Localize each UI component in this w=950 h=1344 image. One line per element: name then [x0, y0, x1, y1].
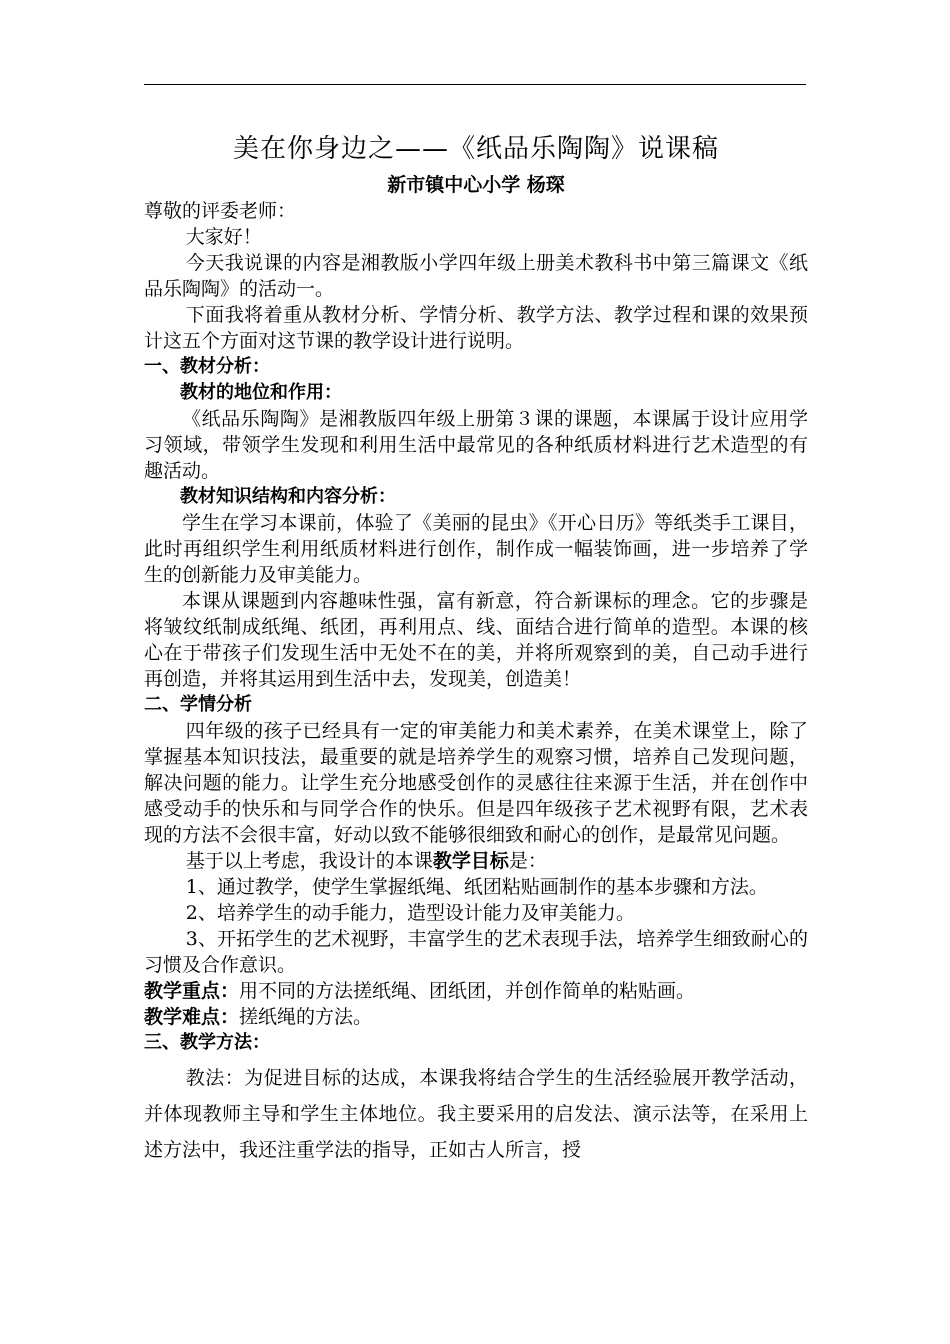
- document-author: 新市镇中心小学 杨琛: [387, 174, 565, 196]
- document-title: 美在你身边之——《纸品乐陶陶》说课稿: [232, 134, 719, 164]
- section1-paragraph-3: 本课从课题到内容趣味性强，富有新意，符合新课标的理念。它的步骤是将皱纹纸制成纸绳、纸团，再利用点、线、面结合进行简单的造型。本课的核心在于带孩子们发现生活中无处不在的美，并将所观察到的美，自己动手进行再创造，并将其运用到生活中去，发现美，创造美！: [144, 590, 808, 690]
- key-point-text: 用不同的方法搓纸绳、团纸团，并创作简单的粘贴画。: [239, 980, 696, 1002]
- goal-2: 2、培养学生的动手能力，造型设计能力及审美能力。: [185, 902, 635, 924]
- section2-paragraph-1: 四年级的孩子已经具有一定的审美能力和美术素养，在美术课堂上，除了掌握基本知识技法，最重要的就是培养学生的观察习惯，培养自己发现问题，解决问题的能力。让学生充分地感受创作的灵感往往来源于生活，并在创作中感受动手的快乐和与同学合作的快乐。但是四年级孩子艺术视野有限，艺术表现的方法不会很丰富，好动以致不能够很细致和耐心的创作，是最常见问题。: [144, 720, 808, 846]
- hello: 大家好！: [185, 226, 262, 248]
- goals-intro-pre: 基于以上考虑，我设计的本课: [185, 850, 433, 872]
- greeting: 尊敬的评委老师：: [144, 200, 297, 222]
- key-point: [144, 978, 808, 1004]
- goals-intro-post: 是：: [508, 850, 547, 872]
- key-point-label: 教学重点：: [144, 980, 240, 1002]
- header-rule: [144, 84, 806, 85]
- section3-body: [144, 1060, 808, 1168]
- difficulty-point: [144, 1004, 808, 1030]
- section1-subheading-1: 教材的地位和作用：: [180, 382, 342, 403]
- difficulty-text: 搓纸绳的方法。: [239, 1006, 373, 1028]
- section3-heading: 三、教学方法：: [144, 1032, 270, 1053]
- goals-intro: [144, 848, 808, 874]
- intro-paragraph-2: 下面我将着重从教材分析、学情分析、教学方法、教学过程和课的效果预计这五个方面对这节课的教学设计进行说明。: [144, 304, 808, 352]
- intro-paragraph-1: 今天我说课的内容是湘教版小学四年级上册美术教科书中第三篇课文《纸品乐陶陶》的活动一。: [144, 252, 808, 300]
- goals-intro-bold: 教学目标: [432, 850, 509, 872]
- goal-1: 1、通过教学，使学生掌握纸绳、纸团粘贴画制作的基本步骤和方法。: [185, 876, 768, 898]
- section2-heading: 二、学情分析: [144, 694, 252, 715]
- section1-subheading-2: 教材知识结构和内容分析：: [180, 486, 396, 507]
- section1-heading: 一、教材分析：: [144, 356, 270, 377]
- document-body: [144, 130, 808, 1168]
- section1-paragraph-1: 《纸品乐陶陶》是湘教版四年级上册第３课的课题，本课属于设计应用学习领域，带领学生发现和利用生活中最常见的各种纸质材料进行艺术造型的有趣活动。: [144, 408, 808, 482]
- section1-paragraph-2: 学生在学习本课前，体验了《美丽的昆虫》《开心日历》等纸类手工课目，此时再组织学生利用纸质材料进行创作，制作成一幅装饰画，进一步培养了学生的创新能力及审美能力。: [144, 512, 808, 586]
- difficulty-label: 教学难点：: [144, 1006, 240, 1028]
- section3-paragraph-1: 教法：为促进目标的达成，本课我将结合学生的生活经验展开教学活动，并体现教师主导和学生主体地位。我主要采用的启发法、演示法等，在采用上述方法中，我还注重学法的指导，正如古人所言，授: [144, 1067, 808, 1161]
- goal-3: 3、开拓学生的艺术视野，丰富学生的艺术表现手法，培养学生细致耐心的习惯及合作意识。: [144, 928, 808, 976]
